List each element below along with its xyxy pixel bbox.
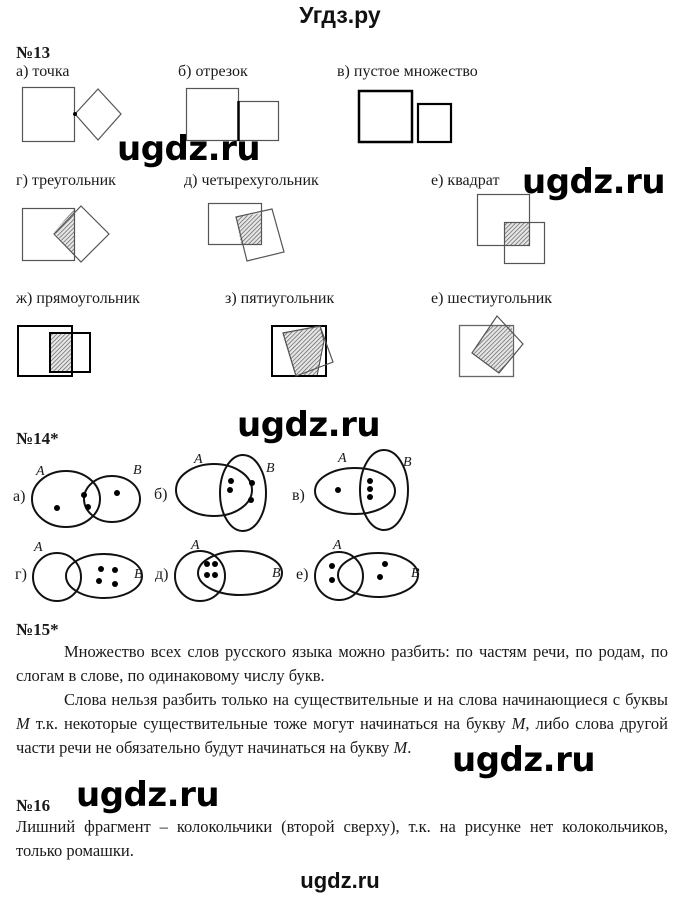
task-15-paragraph-1: Множество всех слов русского языка можно разбить: по частям речи, по родам, по слогам в слове, по одинаковому числу букв.: [16, 642, 668, 685]
task-13-label-b: б) отрезок: [178, 63, 248, 80]
watermark: ugdz.ru: [117, 129, 261, 169]
watermark: ugdz.ru: [522, 162, 666, 202]
set-a-label: A: [194, 452, 203, 467]
task-16-paragraph: Лишний фрагмент – колокольчики (второй сверху), т.к. на рисунке нет колокольчиков, только ромашки.: [16, 817, 668, 860]
task-13-label-d: д) четырехугольник: [184, 172, 319, 189]
watermark: ugdz.ru: [237, 405, 381, 445]
task-15-number: №15*: [16, 620, 59, 639]
set-b-label: B: [133, 463, 142, 478]
task-13-label-z: з) пятиугольник: [225, 290, 335, 307]
set-b-label: B: [411, 566, 420, 581]
watermark: ugdz.ru: [76, 775, 220, 815]
set-b-label: B: [266, 461, 275, 476]
task-13-label-e1: е) квадрат: [431, 172, 500, 189]
task-16-number: №16: [16, 796, 51, 815]
task-13-label-zh: ж) прямоугольник: [16, 290, 140, 307]
site-header: Угдз.ру: [299, 2, 381, 28]
venn-label-e: е): [296, 566, 309, 583]
set-a-label: A: [338, 451, 347, 466]
set-a-label: A: [333, 538, 342, 553]
task-13-label-g: г) треугольник: [16, 172, 116, 189]
set-b-label: B: [134, 567, 143, 582]
venn-label-v: в): [292, 487, 305, 504]
task-13-number: №13: [16, 43, 51, 62]
venn-label-a: а): [13, 488, 26, 505]
venn-label-g: г): [15, 566, 27, 583]
task-13-label-a: а) точка: [16, 63, 70, 80]
task-13-label-v: в) пустое множество: [337, 63, 478, 80]
watermark: ugdz.ru: [452, 740, 596, 780]
set-b-label: B: [272, 566, 281, 581]
task-16-text: [16, 815, 668, 863]
venn-label-d: д): [155, 566, 169, 583]
set-a-label: A: [191, 538, 200, 553]
task-13-label-e2: е) шестиугольник: [431, 290, 553, 307]
task-14-number: №14*: [16, 429, 59, 448]
venn-label-b: б): [154, 486, 168, 503]
set-b-label: B: [403, 455, 412, 470]
task-15-paragraph-2: Слова нельзя разбить только на существительные и на слова начинающиеся с буквы М т.к. некоторые существительные тоже могут начинаться на букву М, либо слова другой части речи не обязательно будут начинаться на букву М.: [16, 690, 668, 757]
set-a-label: A: [36, 464, 45, 479]
footer-watermark: ugdz.ru: [300, 868, 380, 893]
set-a-label: A: [34, 540, 43, 555]
